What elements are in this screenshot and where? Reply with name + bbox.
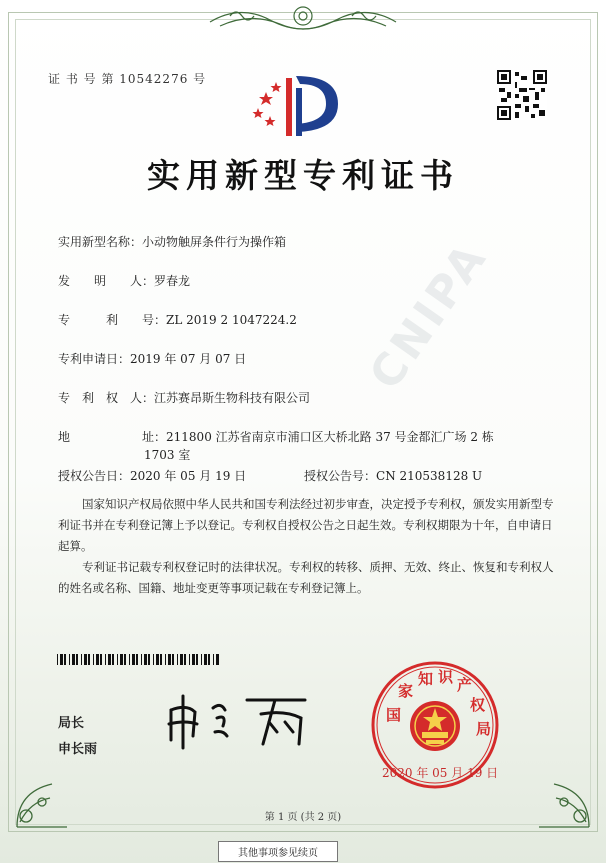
cnipa-logo-icon [246,70,346,142]
svg-text:局: 局 [476,720,492,738]
qr-code-icon [497,70,547,120]
field-address-value-line1: 211800 江苏省南京市浦口区大桥北路 37 号金都汇广场 2 栋 [166,430,494,444]
certificate-number: 证 书 号 第 10542276 号 [48,72,207,86]
page-indicator: 第 1 页 (共 2 页) [264,812,342,823]
cnipa-watermark: CNIPA [359,232,498,399]
field-address-line2: 1703 室 [144,448,191,462]
corner-ornament-bottom-left-icon [12,772,72,832]
svg-text:国: 国 [386,706,402,724]
field-address [58,428,494,445]
svg-text:识: 识 [438,668,454,686]
field-announce-number [304,467,482,484]
svg-text:知: 知 [418,670,434,688]
field-patent-number [58,311,297,328]
svg-text:家: 家 [398,682,414,700]
svg-text:产: 产 [457,676,473,694]
field-announce-date-label: 授权公告日： [58,469,131,483]
field-patent-number-label: 专 利 号： [58,313,167,327]
field-inventor-label: 发 明 人： [58,274,155,288]
svg-text:权: 权 [470,696,486,714]
top-ornament-icon [200,2,406,42]
field-inventor-value: 罗春龙 [154,274,191,288]
field-utility-name [58,233,286,250]
field-patentee-label: 专 利 权 人： [58,391,155,405]
statement-paragraph-2: 专利证书记载专利权登记时的法律状况。专利权的转移、质押、无效、终止、恢复和专利权人的姓名或名称、国籍、地址变更等事项记载在专利登记簿上。 [58,560,554,595]
director-name: 申长雨 [58,742,98,757]
certificate-title: 实用新型专利证书 [147,156,459,195]
field-announce-number-value: CN 210538128 U [376,469,483,483]
field-utility-name-value: 小动物触屏条件行为操作箱 [142,235,287,249]
field-utility-name-label: 实用新型名称： [58,235,143,249]
statement-paragraph-1: 国家知识产权局依照中华人民共和国专利法经过初步审查，决定授予专利权，颁发实用新型专利证书并在专利登记簿上予以登记。专利权自授权公告之日起生效。专利权期限为十年，自申请日起算。 [58,497,554,553]
field-filing-date-value: 2019 年 07 月 07 日 [130,352,247,366]
field-announce-date-value: 2020 年 05 月 19 日 [130,469,247,483]
field-filing-date [58,350,246,367]
field-address-label: 地 址： [58,430,167,444]
field-filing-date-label: 专利申请日： [58,352,131,366]
corner-ornament-bottom-right-icon [534,772,594,832]
field-patentee-value: 江苏赛昂斯生物科技有限公司 [154,391,311,405]
director-signature-icon [165,690,315,750]
field-announce-date [58,467,246,484]
field-patent-number-value: ZL 2019 2 1047224.2 [166,313,297,327]
field-patentee [58,389,310,406]
field-inventor [58,272,190,289]
footer-note: 其他事项参见续页 [218,841,338,862]
seal-date: 2020 年 05 月 19 日 [382,766,499,780]
director-title: 局长 [58,716,85,731]
barcode-icon [57,654,220,665]
field-announce-number-label: 授权公告号： [304,469,377,483]
